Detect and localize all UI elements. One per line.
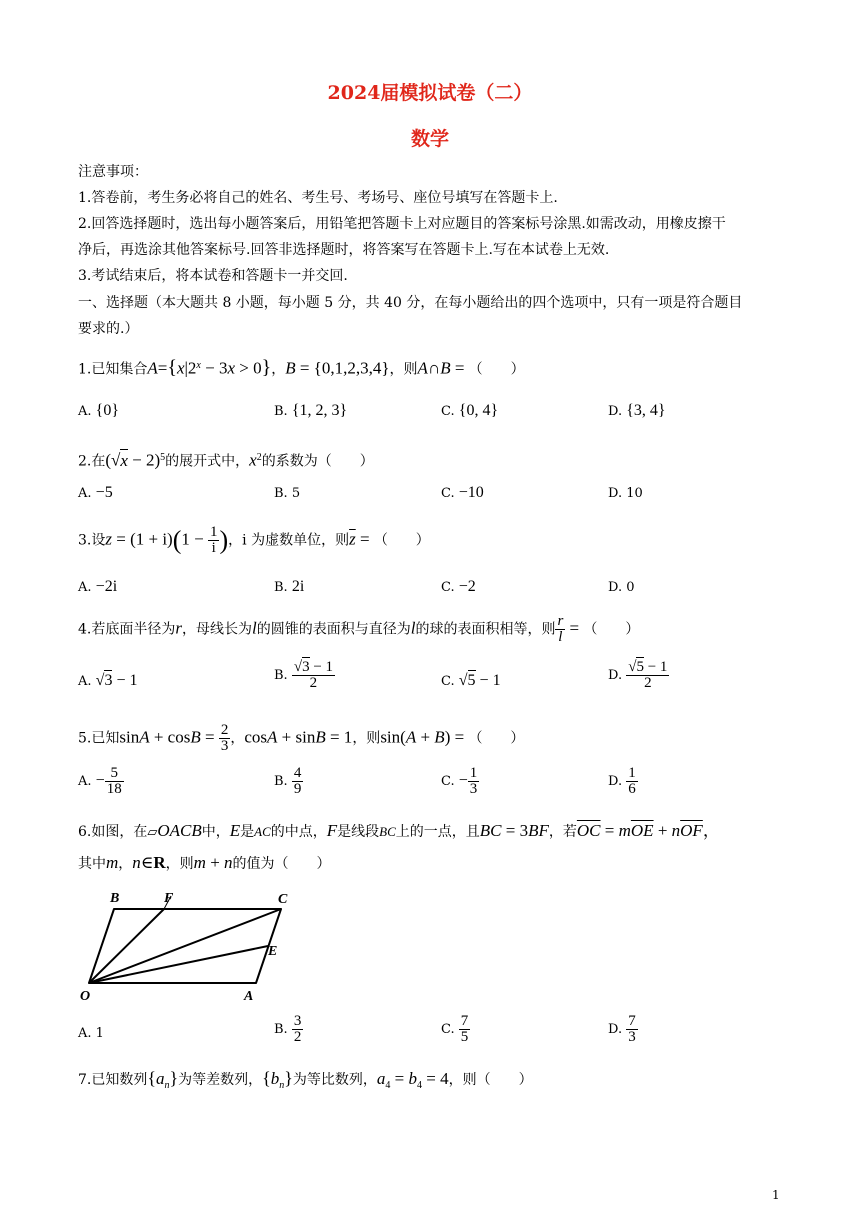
- question-3: 3.设z = (1 + i)(1 − $\frac{1}{i}$ )，i 为虚数单位，则$\overline{z}$ = （ ）: [78, 524, 430, 556]
- note-3: 3.考试结束后，将本试卷和答题卡一并交回.: [78, 268, 348, 284]
- q5-option-d: D. $\frac{1}{6}$: [608, 765, 636, 797]
- q2-option-c: C. −10: [441, 484, 484, 501]
- q4-option-c: C. √5 − 1: [441, 672, 501, 689]
- question-5: 5.已知sinA + cosB = $\frac{2}{3}$ ，cosA + sinB = 1，则sin(A + B) = （ ）: [78, 722, 525, 754]
- label-f: F: [164, 891, 174, 906]
- label-b: B: [110, 891, 120, 906]
- q4-option-d: D. $\frac{√5 - 1}{2}$: [608, 659, 668, 691]
- q3-option-a: A. −2i: [78, 578, 118, 595]
- parallelogram-figure: [76, 888, 306, 1006]
- q1-option-d: D. {3, 4}: [608, 402, 666, 419]
- question-6-line-1: 6.如图，在▱OACB中，E是AC的中点，F是线段BC上的一点，且BC = 3BF，若$\overline{OC} = m\overline{OE} + n\overline{OF}$，: [78, 821, 720, 840]
- segment-oe: [89, 946, 268, 983]
- q2-option-b: B. 5: [274, 486, 301, 501]
- q2-option-a: A. −5: [78, 484, 113, 501]
- q6-option-a: A. 1: [78, 1026, 104, 1041]
- q3-option-c: C. −2: [441, 578, 476, 595]
- question-6-line-2: 其中m，n∈R，则m + n的值为（ ）: [78, 853, 331, 872]
- subject-title: 数学: [410, 128, 449, 150]
- q5-option-c: C. − $\frac{1}{3}$: [441, 765, 478, 797]
- q2-option-d: D. 10: [608, 486, 643, 501]
- label-c: C: [278, 892, 288, 907]
- segment-of: [89, 909, 164, 983]
- q6-option-c: C. $\frac{7}{5}$: [441, 1013, 469, 1045]
- question-7: 7.已知数列$\{a_n\}$为等差数列，$\{b_n\}$为等比数列，$a_4 = b_4 = 4$，则（ ）: [78, 1068, 533, 1091]
- q1-option-b: B. {1, 2, 3}: [274, 402, 348, 419]
- q4-option-b: B. $\frac{√3 - 1}{2}$: [274, 659, 334, 691]
- section-1-line-b: 要求的.）: [78, 321, 139, 337]
- notes-heading: 注意事项：: [78, 164, 148, 180]
- segment-oc: [89, 909, 281, 983]
- question-2: 2.在$(√x - 2)^5$的展开式中，$x^2$的系数为（ ）: [78, 450, 374, 470]
- section-1-line-a: 一、选择题（本大题共 8 小题，每小题 5 分，共 40 分，在每小题给出的四个选项中，只有一项是符合题目: [78, 295, 743, 311]
- q6-option-b: B. $\frac{3}{2}$: [274, 1013, 302, 1045]
- q5-option-b: B. $\frac{4}{9}$: [274, 765, 302, 797]
- label-e: E: [268, 944, 278, 959]
- question-4: 4.若底面半径为r，母线长为l的圆锥的表面积与直径为l的球的表面积相等，则 $\frac{r}{l}$ = （ ）: [78, 613, 640, 645]
- page-number: 1: [772, 1188, 780, 1202]
- q4-option-a: A. √3 − 1: [78, 672, 138, 689]
- exam-title: 2024届模拟试卷（二）: [327, 82, 533, 104]
- q3-option-b: B. 2i: [274, 578, 305, 595]
- label-a: A: [244, 989, 254, 1004]
- note-1: 1.答卷前，考生务必将自己的姓名、考生号、考场号、座位号填写在答题卡上.: [78, 190, 558, 206]
- note-2a: 2.回答选择题时，选出每小题答案后，用铅笔把答题卡上对应题目的答案标号涂黑.如需改动，用橡皮擦干: [78, 216, 726, 232]
- q6-option-d: D. $\frac{7}{3}$: [608, 1013, 636, 1045]
- q3-option-d: D. 0: [608, 580, 635, 595]
- q5-option-a: A. − $\frac{5}{18}$: [78, 765, 122, 797]
- label-o: O: [80, 989, 91, 1004]
- q1-option-a: A. {0}: [78, 402, 120, 419]
- note-2b: 净后，再选涂其他答案标号.回答非选择题时，将答案写在答题卡上.写在本试卷上无效.: [78, 242, 610, 258]
- q1-option-c: C. {0, 4}: [441, 402, 499, 419]
- question-1: 1.已知集合$A=\{x|2^x - 3x > 0\}$，B = {0,1,2,3,4}，则A∩B = （ ）: [78, 356, 525, 379]
